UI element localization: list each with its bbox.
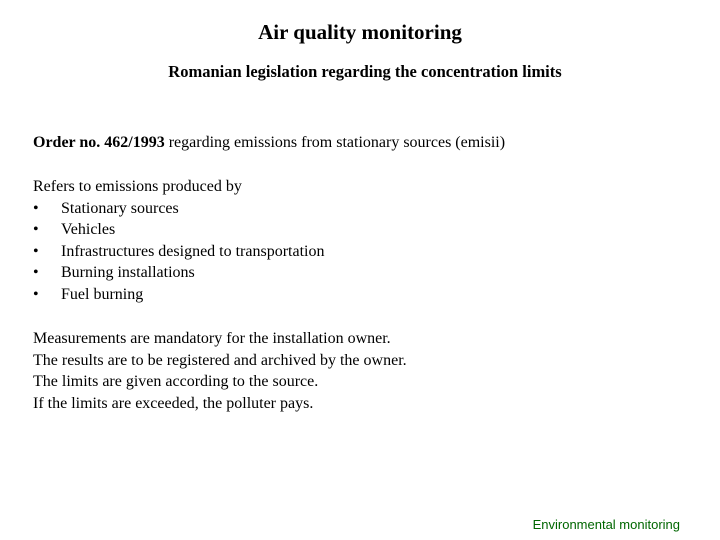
list-item-text: Fuel burning [61, 285, 144, 303]
list-item-text: Stationary sources [61, 199, 179, 217]
order-description: regarding emissions from stationary sources (emisii) [164, 134, 506, 151]
list-item-text: Burning installations [61, 264, 195, 282]
bullet-icon: • [33, 285, 39, 303]
measurement-line: The results are to be registered and archived by the owner. [33, 351, 407, 369]
list-item [33, 241, 324, 263]
list-item [33, 284, 324, 306]
slide-subtitle: Romanian legislation regarding the concentration limits [168, 62, 562, 81]
measurement-line: If the limits are exceeded, the polluter pays. [33, 394, 314, 412]
order-number: Order no. 462/1993 [33, 134, 165, 151]
list-item-text: Infrastructures designed to transportation [61, 242, 325, 260]
measurement-line: The limits are given according to the source. [33, 373, 319, 391]
bullet-icon: • [33, 199, 39, 217]
bullet-icon: • [33, 264, 39, 282]
measurement-line: Measurements are mandatory for the installation owner. [33, 330, 391, 347]
footer-label: Environmental monitoring [532, 517, 680, 532]
bullet-icon: • [33, 242, 39, 260]
measurements-section [33, 328, 407, 414]
list-item-text: Vehicles [61, 221, 116, 239]
emission-sources-list [33, 198, 324, 306]
bullet-icon: • [33, 221, 39, 239]
list-item [33, 219, 324, 241]
refers-section [33, 176, 324, 306]
slide-title: Air quality monitoring [258, 20, 462, 44]
list-item [33, 198, 324, 220]
refers-heading: Refers to emissions produced by [33, 178, 242, 195]
list-item [33, 262, 324, 284]
order-line [33, 134, 505, 152]
